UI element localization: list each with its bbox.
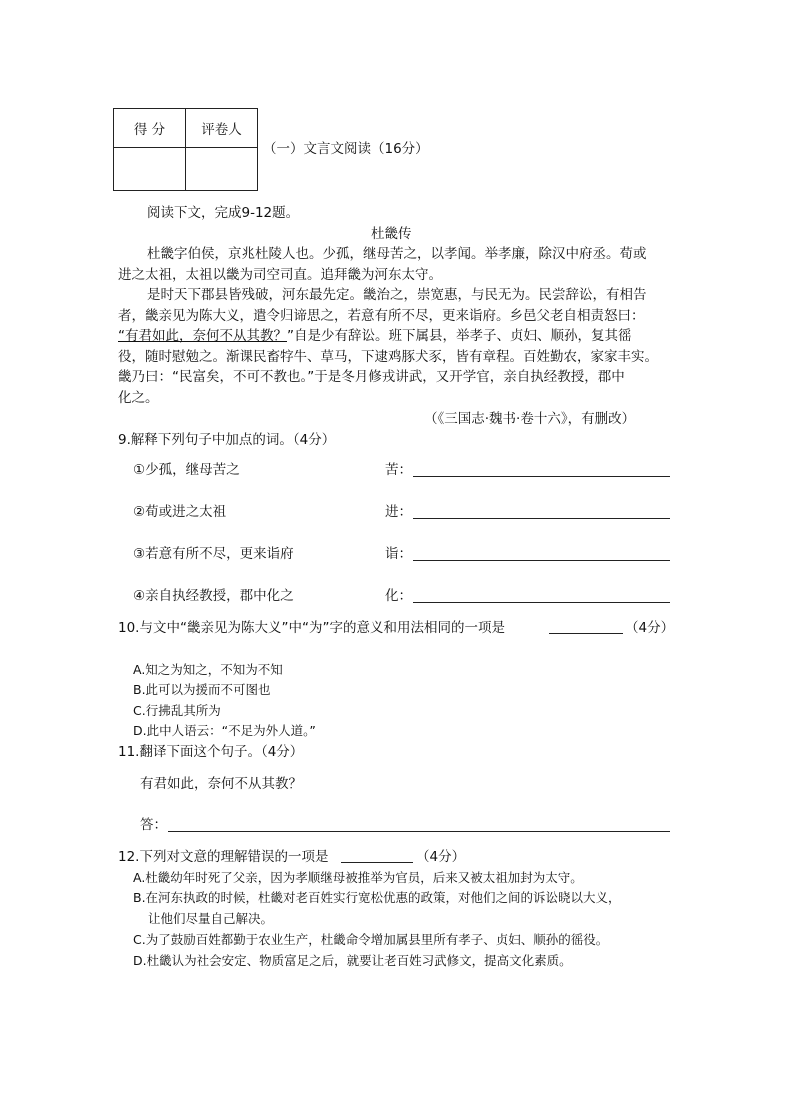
q9-sentence: ①少孤，继母苦之 — [133, 462, 240, 478]
q12-option: D.杜畿认为社会安定、物质富足之后，就要让老百姓习武修文，提高文化素质。 — [133, 953, 572, 968]
q10-option: D.此中人语云：“不足为外人道。” — [133, 723, 316, 738]
q11-answer-line[interactable] — [168, 831, 670, 832]
q12-option: B.在河东执政的时候，杜畿对老百姓实行宽松优惠的政策，对他们之间的诉讼晓以大义， — [133, 890, 621, 905]
grader-header: 评卷人 — [186, 109, 258, 148]
q10-option: B.此可以为援而不可图也 — [133, 682, 271, 697]
passage-line: 役，随时慰勉之。渐课民畜牸牛、草马，下逮鸡豚犬豕，皆有章程。百姓勤农，家家丰实。 — [118, 349, 658, 365]
q12-score: （4分） — [416, 849, 466, 865]
q10-stem: 10.与文中“畿亲见为陈大义”中“为”字的意义和用法相同的一项是 — [118, 620, 505, 636]
score-header: 得 分 — [114, 109, 186, 148]
answer-line[interactable] — [413, 602, 670, 603]
passage-line: 者，畿亲见为陈大义，遣令归谛思之，若意有所不尽，更来诣府。乡邑父老自相责怒曰： — [118, 308, 645, 324]
q12-stem: 12.下列对文意的理解错误的一项是 — [118, 849, 329, 865]
q9-sentence: ③若意有所不尽，更来诣府 — [133, 546, 294, 562]
score-cell[interactable] — [114, 148, 186, 191]
passage-line: 进之太祖，太祖以畿为司空司直。追拜畿为河东太守。 — [118, 267, 442, 283]
q10-option: A.知之为知之，不知为不知 — [133, 662, 283, 677]
grader-cell[interactable] — [186, 148, 258, 191]
q12-option: A.杜畿幼年时死了父亲，因为孝顺继母被推举为官员，后来又被太祖加封为太守。 — [133, 870, 583, 885]
passage-title: 杜畿传 — [371, 226, 412, 242]
intro-text: 阅读下文，完成9-12题。 — [147, 205, 300, 221]
q9-word: 进： — [385, 504, 412, 520]
underlined-sentence: “有君如此，奈何不从其教？ — [118, 328, 287, 344]
answer-line[interactable] — [413, 518, 670, 519]
passage-line-rest: ”自是少有辞讼。班下属县，举孝子、贞妇、顺孙，复其徭 — [287, 328, 632, 344]
passage-line — [118, 327, 632, 345]
answer-line[interactable] — [413, 476, 670, 477]
q11-answer-label: 答： — [140, 817, 167, 833]
passage-line: 是时天下郡县皆残破，河东最先定。畿治之，崇宽惠，与民无为。民尝辞讼，有相告 — [147, 287, 647, 303]
q9-sentence: ④亲自执经教授，郡中化之 — [133, 588, 294, 604]
q10-option: C.行拂乱其所为 — [133, 703, 221, 718]
q9-word: 苦： — [385, 462, 412, 478]
q11-stem: 11.翻译下面这个句子。（4分） — [118, 744, 304, 760]
passage-line: 杜畿字伯侯，京兆杜陵人也。少孤，继母苦之，以孝闻。举孝廉，除汉中府丞。荀或 — [147, 246, 647, 262]
q11-sentence: 有君如此，奈何不从其教？ — [140, 776, 302, 792]
q12-answer-blank[interactable] — [341, 862, 413, 863]
q12-option: C.为了鼓励百姓都勤于农业生产，杜畿命令增加属县里所有孝子、贞妇、顺孙的徭役。 — [133, 932, 609, 947]
q10-answer-blank[interactable] — [549, 633, 623, 634]
q10-score: （4分） — [625, 620, 675, 636]
answer-line[interactable] — [413, 560, 670, 561]
passage-line: 畿乃曰：“民富矣，不可不教也。”于是冬月修戎讲武，又开学官，亲自执经教授，郡中 — [118, 369, 625, 385]
q9-stem: 9.解释下列句子中加点的词。（4分） — [118, 432, 336, 448]
q12-option-continued: 让他们尽量自己解决。 — [148, 911, 274, 926]
q9-word: 诣： — [385, 546, 412, 562]
q9-sentence: ②荀或进之太祖 — [133, 504, 227, 520]
source-citation: （《三国志·魏书·卷十六》，有删改） — [424, 411, 636, 427]
q9-word: 化： — [385, 588, 412, 604]
passage-line: 化之。 — [118, 390, 159, 406]
section-title: （一）文言文阅读（16分） — [263, 141, 429, 157]
score-table — [113, 108, 258, 191]
